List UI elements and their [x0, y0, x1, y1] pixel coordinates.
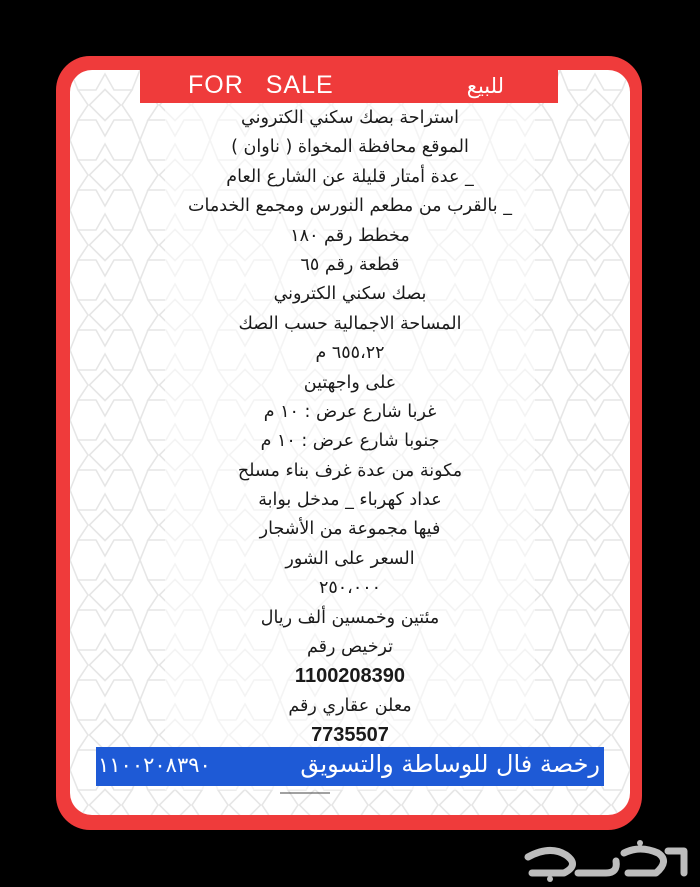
- license-bar-text: رخصة فال للوساطة والتسويق: [300, 750, 600, 778]
- listing-line: ٦٥٥،٢٢ م: [315, 343, 385, 364]
- listing-line: ترخيص رقم: [306, 637, 394, 658]
- license-bar-number: ١١٠٠٢٠٨٣٩٠: [98, 753, 211, 777]
- listing-line: جنوبا شارع عرض : ١٠ م: [260, 431, 440, 452]
- listing-line: على واجهتين: [303, 372, 397, 393]
- license-number: 1100208390: [294, 665, 406, 688]
- listing-line: استراحة بصك سكني الكتروني: [241, 108, 459, 128]
- license-bar: [96, 747, 604, 786]
- listing-line: مكونة من عدة غرف بناء مسلح: [237, 460, 463, 481]
- listing-line: السعر على الشور: [285, 548, 415, 569]
- cut-off-text-remnant: [280, 786, 330, 794]
- for-sale-banner: [140, 70, 558, 103]
- listing-line: _ بالقرب من مطعم النورس ومجمع الخدمات: [188, 196, 512, 217]
- listing-line: مئتين وخمسين ألف ريال: [260, 607, 440, 628]
- banner-english-text: FOR SALE: [188, 71, 334, 99]
- price-line: ٢٥٠،٠٠٠: [318, 578, 382, 599]
- haraj-logo-icon: [520, 839, 692, 883]
- banner-arabic-text: للبيع: [466, 74, 504, 98]
- listing-details: [150, 104, 550, 751]
- listing-line: المساحة الاجمالية حسب الصك: [238, 313, 462, 334]
- listing-line: _ عدة أمتار قليلة عن الشارع العام: [226, 166, 474, 187]
- listing-line: عداد كهرباء _ مدخل بوابة: [258, 490, 442, 511]
- listing-line: مخطط رقم ١٨٠: [290, 225, 410, 246]
- listing-line: فيها مجموعة من الأشجار: [259, 519, 441, 540]
- listing-line: معلن عقاري رقم: [288, 695, 412, 716]
- listing-line: الموقع محافظة المخواة ( ناوان ): [231, 137, 469, 158]
- advertiser-number: 7735507: [311, 724, 389, 747]
- listing-line: غربا شارع عرض : ١٠ م: [263, 401, 437, 422]
- listing-line: بصك سكني الكتروني: [273, 284, 427, 305]
- listing-line: قطعة رقم ٦٥: [300, 254, 400, 275]
